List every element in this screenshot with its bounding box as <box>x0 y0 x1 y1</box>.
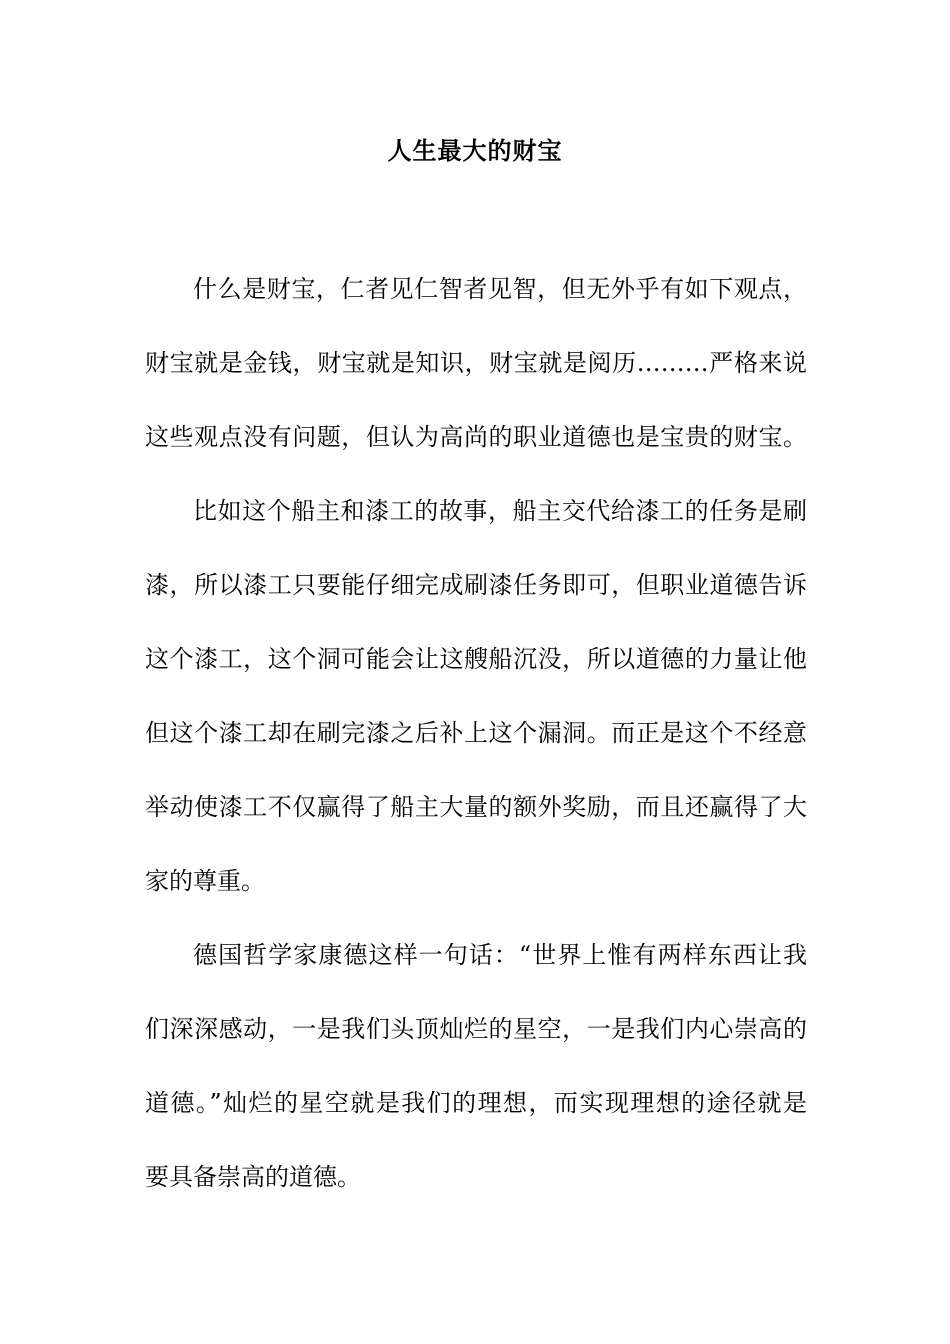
paragraph-1 <box>145 252 807 474</box>
paragraph-line: 举动使漆工不仅赢得了船主大量的额外奖励，而且还赢得了大 <box>145 793 807 821</box>
paragraph-line: 什么是财宝，仁者见仁智者见智，但无外乎有如下观点， <box>193 275 807 303</box>
paragraph-line: 家的尊重。 <box>145 867 265 895</box>
paragraph-line: 德国哲学家康德这样一句话：“世界上惟有两样东西让我 <box>193 941 807 969</box>
paragraph-2 <box>145 474 807 918</box>
document-body <box>145 252 807 1214</box>
paragraph-line: 比如这个船主和漆工的故事，船主交代给漆工的任务是刷 <box>193 497 807 525</box>
document-title: 人生最大的财宝 <box>387 136 563 165</box>
paragraph-line: 漆，所以漆工只要能仔细完成刷漆任务即可，但职业道德告诉 <box>145 571 807 599</box>
paragraph-line: 们深深感动，一是我们头顶灿烂的星空，一是我们内心崇高的 <box>145 1015 807 1043</box>
paragraph-line: 道德。”灿烂的星空就是我们的理想，而实现理想的途径就是 <box>145 1089 807 1117</box>
paragraph-line: 这些观点没有问题，但认为高尚的职业道德也是宝贵的财宝。 <box>145 423 807 451</box>
paragraph-line: 要具备崇高的道德。 <box>145 1163 361 1191</box>
paragraph-line: 财宝就是金钱，财宝就是知识，财宝就是阅历………严格来说 <box>145 349 807 377</box>
paragraph-line: 这个漆工，这个洞可能会让这艘船沉没，所以道德的力量让他 <box>145 645 807 673</box>
paragraph-3 <box>145 918 807 1214</box>
paragraph-line: 但这个漆工却在刷完漆之后补上这个漏洞。而正是这个不经意 <box>145 719 807 747</box>
